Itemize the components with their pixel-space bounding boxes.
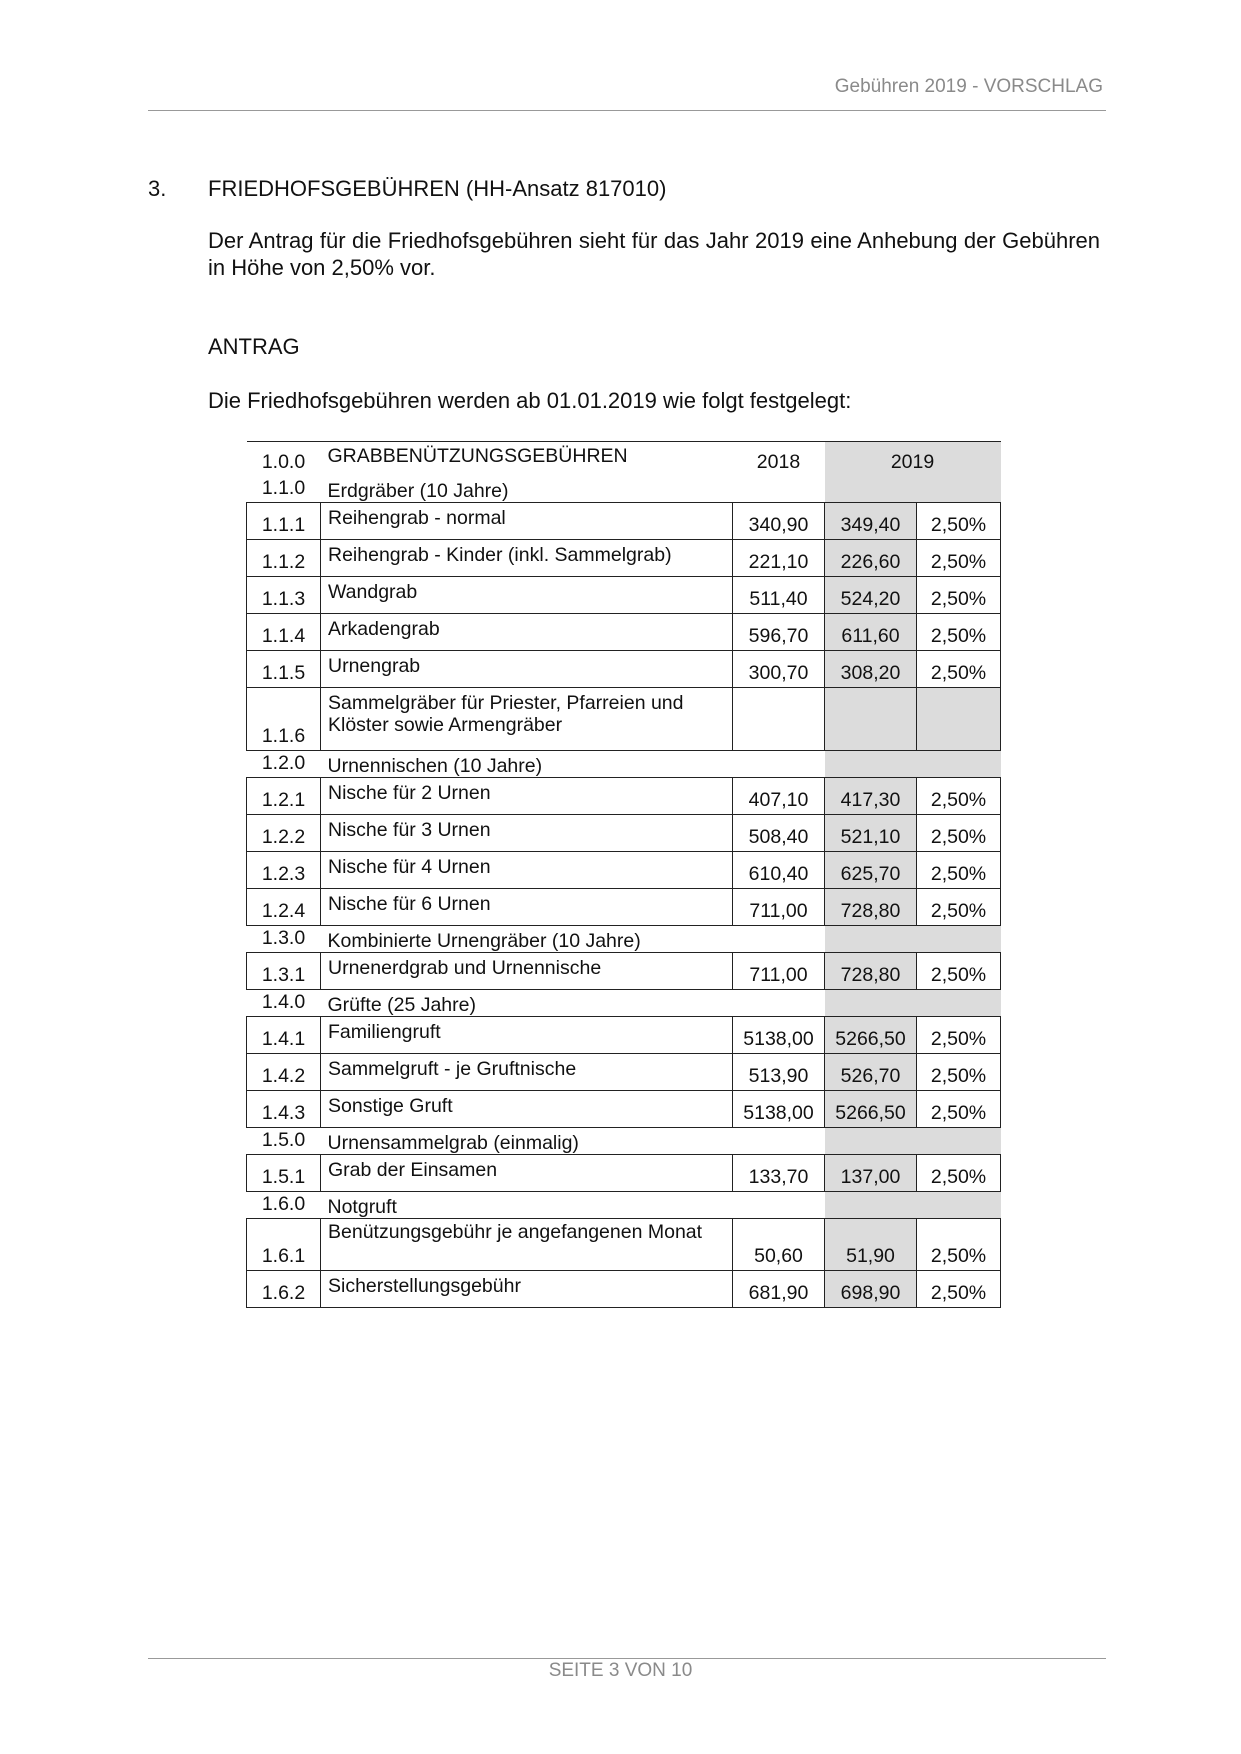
- table-row: [247, 815, 1001, 852]
- row-value-2018: 340,90: [733, 503, 825, 540]
- row-percent: 2,50%: [917, 953, 1001, 990]
- row-value-2019: [825, 476, 1001, 503]
- row-number: 1.2.3: [247, 852, 321, 889]
- row-value-2019: 521,10: [825, 815, 917, 852]
- footer-rule: [148, 1658, 1106, 1659]
- row-description: Urnennischen (10 Jahre): [327, 755, 543, 777]
- row-number: 1.1.4: [247, 614, 321, 651]
- row-value-2018: [733, 1192, 825, 1219]
- row-number: 1.2.1: [247, 778, 321, 815]
- table-row: [247, 503, 1001, 540]
- row-percent: 2,50%: [917, 889, 1001, 926]
- row-number: 1.3.0: [261, 927, 306, 949]
- row-percent: 2,50%: [917, 1017, 1001, 1054]
- antrag-heading: ANTRAG: [208, 334, 300, 359]
- row-description: Wandgrab: [321, 577, 733, 614]
- row-percent: 2,50%: [917, 577, 1001, 614]
- row-number: 1.2.4: [247, 889, 321, 926]
- table-row: [247, 1271, 1001, 1308]
- row-percent: 2,50%: [917, 778, 1001, 815]
- section-number: 3.: [148, 176, 167, 201]
- row-value-2019: [825, 990, 1001, 1017]
- row-number: 1.1.3: [247, 577, 321, 614]
- row-value-2019: 5266,50: [825, 1017, 917, 1054]
- row-number: 1.5.1: [247, 1155, 321, 1192]
- row-description: Nische für 4 Urnen: [321, 852, 733, 889]
- row-value-2019: 226,60: [825, 540, 917, 577]
- row-value-2018: 407,10: [733, 778, 825, 815]
- running-header: Gebühren 2019 - VORSCHLAG: [834, 76, 1103, 97]
- row-number: 1.1.2: [247, 540, 321, 577]
- row-value-2018: 511,40: [733, 577, 825, 614]
- row-number: 1.1.0: [261, 477, 306, 499]
- row-number: 1.1.6: [247, 688, 321, 751]
- row-value-2019: [825, 751, 1001, 778]
- row-description: Reihengrab - normal: [321, 503, 733, 540]
- header-title: GRABBENÜTZUNGSGEBÜHREN: [321, 442, 733, 477]
- row-description: Sammelgruft - je Gruftnische: [321, 1054, 733, 1091]
- row-description: Sammelgräber für Priester, Pfarreien und Klöster sowie Armengräber: [321, 688, 733, 751]
- row-description: Familiengruft: [321, 1017, 733, 1054]
- row-value-2018: [733, 1128, 825, 1155]
- table-group-row: [247, 1192, 1001, 1219]
- table-row: [247, 1091, 1001, 1128]
- row-value-2019: 698,90: [825, 1271, 917, 1308]
- row-value-2019: [825, 1128, 1001, 1155]
- row-value-2018: 681,90: [733, 1271, 825, 1308]
- row-value-2019: 5266,50: [825, 1091, 917, 1128]
- row-value-2018: [733, 751, 825, 778]
- table-row: [247, 614, 1001, 651]
- table-row: [247, 1017, 1001, 1054]
- row-description: Nische für 3 Urnen: [321, 815, 733, 852]
- table-group-row: [247, 1128, 1001, 1155]
- header-rule: [148, 110, 1106, 111]
- table-row: [247, 540, 1001, 577]
- row-percent: 2,50%: [917, 540, 1001, 577]
- row-value-2018: 5138,00: [733, 1091, 825, 1128]
- row-value-2019: 728,80: [825, 889, 917, 926]
- row-number: 1.4.0: [261, 991, 306, 1013]
- table-group-row: [247, 990, 1001, 1017]
- header-number: 1.0.0: [247, 442, 321, 477]
- row-value-2018: 50,60: [733, 1219, 825, 1271]
- row-value-2019: 625,70: [825, 852, 917, 889]
- row-number: 1.1.5: [247, 651, 321, 688]
- row-description: Erdgräber (10 Jahre): [327, 480, 509, 502]
- row-number: 1.2.0: [261, 752, 306, 774]
- table-group-row: [247, 476, 1001, 503]
- header-year-2018: 2018: [733, 442, 825, 477]
- section-title: FRIEDHOFSGEBÜHREN (HH-Ansatz 817010): [208, 176, 667, 201]
- row-value-2018: [733, 990, 825, 1017]
- row-value-2019: 524,20: [825, 577, 917, 614]
- table-row: [247, 852, 1001, 889]
- table-group-row: [247, 751, 1001, 778]
- page-number: SEITE 3 VON 10: [548, 1660, 693, 1681]
- row-percent: 2,50%: [917, 815, 1001, 852]
- lead-sentence: Die Friedhofsgebühren werden ab 01.01.2019 wie folgt festgelegt:: [208, 388, 852, 413]
- row-description: Notgruft: [327, 1196, 397, 1218]
- table-row: [247, 577, 1001, 614]
- table-row: [247, 651, 1001, 688]
- row-percent: 2,50%: [917, 1219, 1001, 1271]
- table-row: [247, 1054, 1001, 1091]
- table-row: [247, 1155, 1001, 1192]
- table-row: [247, 889, 1001, 926]
- row-value-2018: 133,70: [733, 1155, 825, 1192]
- row-value-2018: 5138,00: [733, 1017, 825, 1054]
- row-description: Urnensammelgrab (einmalig): [327, 1132, 579, 1154]
- row-description: Nische für 6 Urnen: [321, 889, 733, 926]
- row-percent: 2,50%: [917, 1271, 1001, 1308]
- row-description: Kombinierte Urnengräber (10 Jahre): [327, 930, 641, 952]
- table-row: [247, 688, 1001, 751]
- row-value-2018: 300,70: [733, 651, 825, 688]
- row-description: Grüfte (25 Jahre): [327, 994, 476, 1016]
- table-row: [247, 778, 1001, 815]
- row-value-2019: [825, 926, 1001, 953]
- row-value-2019: 51,90: [825, 1219, 917, 1271]
- row-value-2019: 417,30: [825, 778, 917, 815]
- row-number: 1.4.1: [247, 1017, 321, 1054]
- row-description: Arkadengrab: [321, 614, 733, 651]
- intro-paragraph: Der Antrag für die Friedhofsgebühren sieht für das Jahr 2019 eine Anhebung der Gebühren in Höhe von 2,50% vor.: [208, 228, 1100, 280]
- row-number: 1.4.3: [247, 1091, 321, 1128]
- row-percent: 2,50%: [917, 852, 1001, 889]
- row-value-2019: [825, 688, 917, 751]
- table-header-row: [247, 442, 1001, 477]
- row-value-2018: [733, 926, 825, 953]
- row-percent: [917, 688, 1001, 751]
- row-number: 1.6.0: [261, 1193, 306, 1215]
- row-value-2019: 611,60: [825, 614, 917, 651]
- row-percent: 2,50%: [917, 503, 1001, 540]
- row-number: 1.4.2: [247, 1054, 321, 1091]
- row-description: Benützungsgebühr je angefangenen Monat: [321, 1219, 733, 1271]
- row-description: Urnenerdgrab und Urnennische: [321, 953, 733, 990]
- row-value-2018: 508,40: [733, 815, 825, 852]
- row-value-2018: 221,10: [733, 540, 825, 577]
- row-value-2019: 137,00: [825, 1155, 917, 1192]
- row-description: Grab der Einsamen: [321, 1155, 733, 1192]
- row-description: Sicherstellungsgebühr: [321, 1271, 733, 1308]
- row-value-2019: [825, 1192, 1001, 1219]
- row-description: Reihengrab - Kinder (inkl. Sammelgrab): [321, 540, 733, 577]
- row-description: Urnengrab: [321, 651, 733, 688]
- row-percent: 2,50%: [917, 614, 1001, 651]
- row-value-2019: 728,80: [825, 953, 917, 990]
- row-percent: 2,50%: [917, 1091, 1001, 1128]
- table-row: [247, 1219, 1001, 1271]
- row-value-2018: 711,00: [733, 889, 825, 926]
- table-group-row: [247, 926, 1001, 953]
- row-number: 1.2.2: [247, 815, 321, 852]
- row-value-2018: [733, 476, 825, 503]
- fee-table: [246, 441, 1001, 1308]
- header-year-2019: 2019: [825, 442, 1001, 477]
- row-percent: 2,50%: [917, 651, 1001, 688]
- row-value-2018: 596,70: [733, 614, 825, 651]
- row-number: 1.3.1: [247, 953, 321, 990]
- row-percent: 2,50%: [917, 1054, 1001, 1091]
- row-value-2018: 711,00: [733, 953, 825, 990]
- row-value-2019: 349,40: [825, 503, 917, 540]
- row-number: 1.6.2: [247, 1271, 321, 1308]
- table-row: [247, 953, 1001, 990]
- row-number: 1.1.1: [247, 503, 321, 540]
- row-value-2018: 513,90: [733, 1054, 825, 1091]
- row-number: 1.5.0: [261, 1129, 306, 1151]
- row-value-2018: [733, 688, 825, 751]
- row-value-2018: 610,40: [733, 852, 825, 889]
- row-description: Sonstige Gruft: [321, 1091, 733, 1128]
- row-percent: 2,50%: [917, 1155, 1001, 1192]
- row-number: 1.6.1: [247, 1219, 321, 1271]
- row-value-2019: 526,70: [825, 1054, 917, 1091]
- row-value-2019: 308,20: [825, 651, 917, 688]
- row-description: Nische für 2 Urnen: [321, 778, 733, 815]
